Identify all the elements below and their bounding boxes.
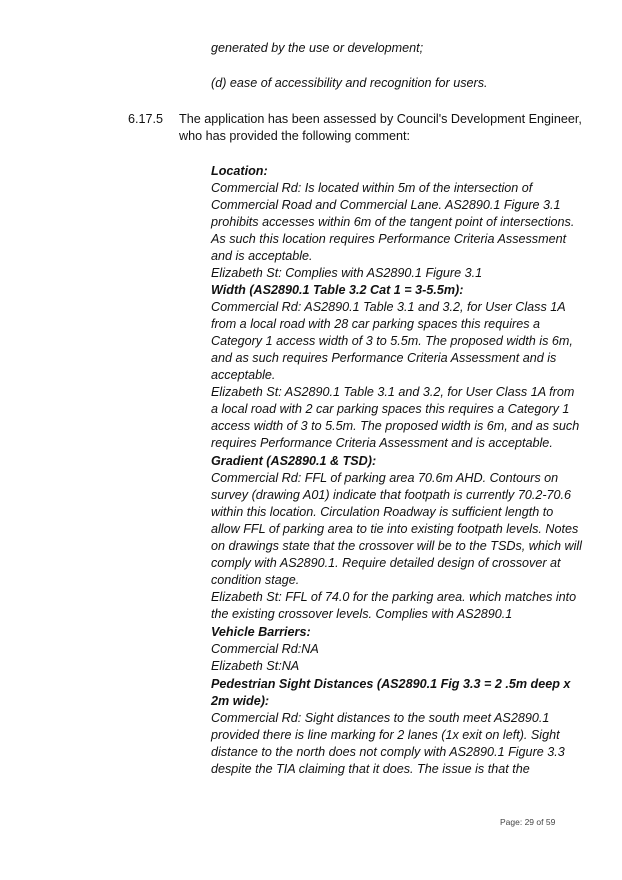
location-line: As such this location requires Performance Criteria Assessment [211,232,567,246]
location-line: and is acceptable. [211,249,313,263]
sight-heading: Pedestrian Sight Distances (AS2890.1 Fig 3.3 = 2 .5m deep x [211,677,571,691]
page-number: Page: 29 of 59 [500,817,556,827]
gradient-line: survey (drawing A01) indicate that footpath is currently 70.2-70.6 [211,488,572,502]
width-line: acceptable. [211,368,276,382]
gradient-line: the existing crossover levels. Complies with AS2890.1 [211,607,513,621]
gradient-line: comply with AS2890.1. Require detailed design of crossover at [211,556,561,570]
gradient-line: allow FFL of parking area to tie into existing footpath levels. Notes [211,522,579,536]
location-heading: Location: [211,164,268,178]
intro-line: generated by the use or development; [211,41,424,55]
gradient-line: Commercial Rd: FFL of parking area 70.6m AHD. Contours on [211,471,559,485]
location-line: prohibits accesses within 6m of the tangent point of intersections. [211,215,575,229]
intro-item-d: (d) ease of accessibility and recognition for users. [211,76,488,90]
sight-line: Commercial Rd: Sight distances to the south meet AS2890.1 [211,711,550,725]
width-line: and as such requires Performance Criteria Assessment and is [211,351,557,365]
sight-heading: 2m wide): [211,694,270,708]
gradient-line: on drawings state that the crossover will be to the TSDs, which will [211,539,582,553]
width-line: from a local road with 28 car parking spaces this requires a [211,317,540,331]
barriers-heading: Vehicle Barriers: [211,625,311,639]
section-text-line: The application has been assessed by Council's Development Engineer, [179,112,582,126]
gradient-heading: Gradient (AS2890.1 & TSD): [211,454,377,468]
barriers-line: Elizabeth St:NA [211,659,300,673]
location-line: Elizabeth St: Complies with AS2890.1 Figure 3.1 [211,266,483,280]
sight-line: provided there is line marking for 2 lanes (1x exit on left). Sight [211,728,560,742]
width-line: requires Performance Criteria Assessment and is acceptable. [211,436,553,450]
sight-line: despite the TIA claiming that it does. The issue is that the [211,762,530,776]
width-line: Commercial Rd: AS2890.1 Table 3.1 and 3.2, for User Class 1A [211,300,566,314]
width-line: Category 1 access width of 3 to 5.5m. The proposed width is 6m, [211,334,573,348]
gradient-line: condition stage. [211,573,300,587]
width-line: access width of 3 to 5.5m. The proposed width is 6m, and as such [211,419,580,433]
width-heading: Width (AS2890.1 Table 3.2 Cat 1 = 3-5.5m): [211,283,464,297]
width-line: a local road with 2 car parking spaces this requires a Category 1 [211,402,570,416]
width-line: Elizabeth St: AS2890.1 Table 3.1 and 3.2, for User Class 1A from [211,385,575,399]
location-line: Commercial Rd: Is located within 5m of the intersection of [211,181,533,195]
location-line: Commercial Road and Commercial Lane. AS2890.1 Figure 3.1 [211,198,561,212]
section-number: 6.17.5 [128,112,164,126]
barriers-line: Commercial Rd:NA [211,642,319,656]
section-text-line: who has provided the following comment: [179,129,411,143]
gradient-line: Elizabeth St: FFL of 74.0 for the parking area. which matches into [211,590,577,604]
sight-line: distance to the north does not comply with AS2890.1 Figure 3.3 [211,745,565,759]
gradient-line: within this location. Circulation Roadway is sufficient length to [211,505,554,519]
